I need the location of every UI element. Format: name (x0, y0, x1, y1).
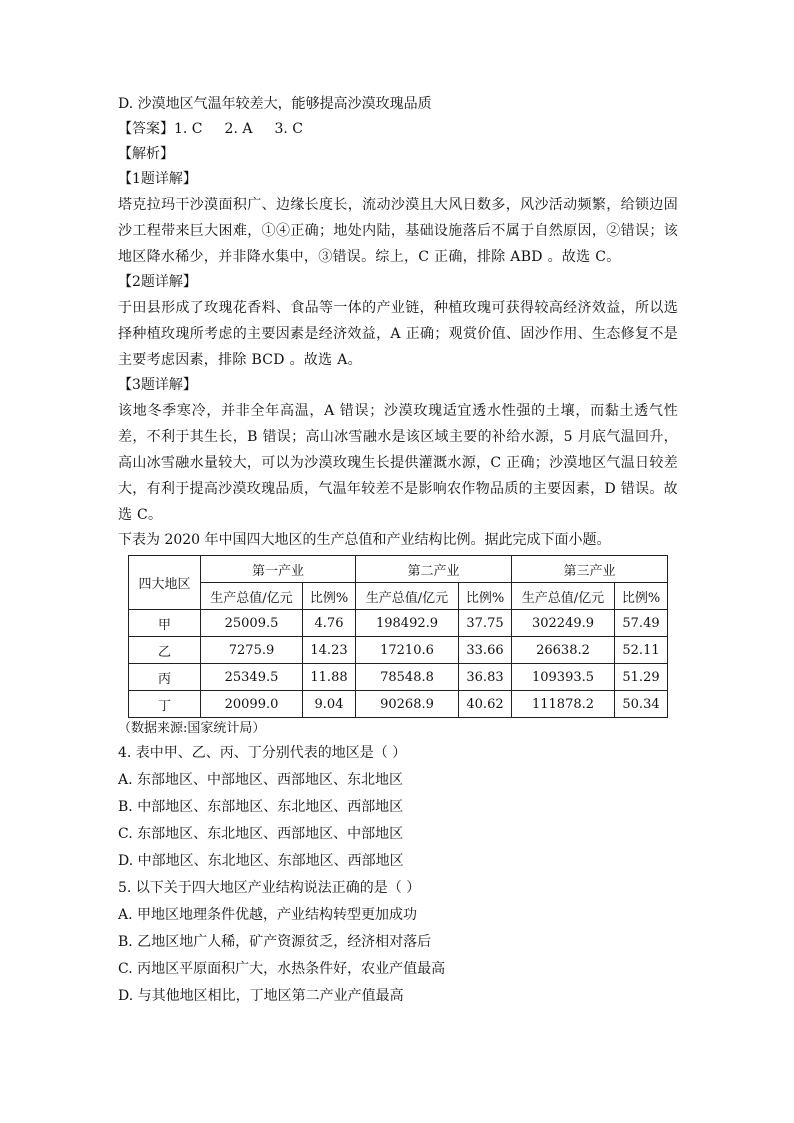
table-cell: 302249.9 (512, 610, 615, 637)
table-intro: 下表为 2020 年中国四大地区的生产总值和产业结构比例。据此完成下面小题。 (118, 532, 611, 548)
prev-option-d: D. 沙漠地区气温年较差大，能够提高沙漠玫瑰品质 (118, 96, 432, 112)
q5-stem: 5. 以下关于四大地区产业结构说法正确的是（ ） (118, 880, 421, 896)
table-row (129, 691, 668, 718)
table-cell: 33.66 (459, 637, 512, 664)
table-header-row (129, 556, 668, 583)
table-corner-cell: 四大地区 (129, 556, 201, 610)
q5-option-c: C. 丙地区平原面积广大，水热条件好，农业产值最高 (118, 961, 446, 977)
q3-header: 【3题详解】 (118, 377, 197, 393)
q5-option-d: D. 与其他地区相比，丁地区第二产业产值最高 (118, 988, 404, 1004)
table-cell: 90268.9 (356, 691, 459, 718)
q4-option-d: D. 中部地区、东北地区、东部地区、西部地区 (118, 853, 404, 869)
table-row (129, 637, 668, 664)
subheader-gdp: 生产总值/亿元 (512, 583, 615, 610)
header-primary: 第一产业 (201, 556, 356, 583)
table-cell: 36.83 (459, 664, 512, 691)
header-secondary: 第二产业 (356, 556, 512, 583)
table-source: （数据来源:国家统计局） (118, 721, 266, 736)
analysis-label: 【解析】 (118, 146, 174, 162)
table-cell: 25009.5 (201, 610, 303, 637)
region-cell: 丁 (129, 691, 201, 718)
q1-explanation: 塔克拉玛干沙漠面积广、边缘长度长，流动沙漠且大风日数多，风沙活动频繁，给锁边固沙工程带来巨大困难，①④正确；地处内陆，基础设施落后不属于自然原因，②错误；该地区降水稀少，并非降水集中，③错误。综上，C 正确，排除 ABD 。故选 C。 (118, 197, 678, 265)
subheader-gdp: 生产总值/亿元 (201, 583, 303, 610)
table-cell: 17210.6 (356, 637, 459, 664)
answer-label: 【答案】 (118, 121, 174, 137)
q2-header: 【2题详解】 (118, 274, 197, 290)
table-cell: 4.76 (303, 610, 356, 637)
table-cell: 51.29 (615, 664, 668, 691)
table-cell: 198492.9 (356, 610, 459, 637)
q4-option-a: A. 东部地区、中部地区、西部地区、东北地区 (118, 772, 404, 788)
subheader-ratio: 比例% (459, 583, 512, 610)
table-cell: 20099.0 (201, 691, 303, 718)
table-cell: 7275.9 (201, 637, 303, 664)
region-cell: 乙 (129, 637, 201, 664)
table-cell: 109393.5 (512, 664, 615, 691)
table-cell: 26638.2 (512, 637, 615, 664)
answer-line (118, 117, 678, 142)
table-cell: 78548.8 (356, 664, 459, 691)
answer-3: 3. C (274, 121, 303, 137)
subheader-ratio: 比例% (303, 583, 356, 610)
table-cell: 11.88 (303, 664, 356, 691)
q5-option-b: B. 乙地区地广人稀，矿产资源贫乏，经济相对落后 (118, 934, 432, 950)
table-cell: 52.11 (615, 637, 668, 664)
table-cell: 37.75 (459, 610, 512, 637)
table-row (129, 664, 668, 691)
table-cell: 40.62 (459, 691, 512, 718)
q4-option-b: B. 中部地区、东部地区、东北地区、西部地区 (118, 799, 404, 815)
gdp-table (128, 555, 668, 718)
table-subheader-row (129, 583, 668, 610)
region-cell: 甲 (129, 610, 201, 637)
q3-explanation: 该地冬季寒冷，并非全年高温，A 错误；沙漠玫瑰适宜透水性强的土壤，而黏土透气性差，不利于其生长，B 错误；高山冰雪融水是该区域主要的补给水源，5 月底气温回升，高山冰雪融水量较大，可以为沙漠玫瑰生长提供灌溉水源，C 正确；沙漠地区气温日较差大，有利于提高沙漠玫瑰品质，气温年较差不是影响农作物品质的主要因素，D 错误。故选 C。 (118, 403, 678, 523)
table-cell: 14.23 (303, 637, 356, 664)
header-tertiary: 第三产业 (512, 556, 668, 583)
subheader-ratio: 比例% (615, 583, 668, 610)
answer-1: 1. C (174, 121, 203, 137)
table-cell: 57.49 (615, 610, 668, 637)
table-cell: 50.34 (615, 691, 668, 718)
answer-2: 2. A (224, 121, 253, 137)
q4-stem: 4. 表中甲、乙、丙、丁分别代表的地区是（ ） (118, 745, 407, 761)
document-page (118, 92, 678, 1010)
table-cell: 9.04 (303, 691, 356, 718)
q4-option-c: C. 东部地区、东北地区、西部地区、中部地区 (118, 826, 404, 842)
q5-option-a: A. 甲地区地理条件优越，产业结构转型更加成功 (118, 907, 418, 923)
region-cell: 丙 (129, 664, 201, 691)
table-row (129, 610, 668, 637)
q1-header: 【1题详解】 (118, 171, 197, 187)
table-cell: 25349.5 (201, 664, 303, 691)
subheader-gdp: 生产总值/亿元 (356, 583, 459, 610)
q2-explanation: 于田县形成了玫瑰花香料、食品等一体的产业链，种植玫瑰可获得较高经济效益，所以选择种植玫瑰所考虑的主要因素是经济效益，A 正确；观赏价值、固沙作用、生态修复不是主要考虑因素，排除 BCD 。故选 A。 (118, 300, 678, 368)
table-cell: 111878.2 (512, 691, 615, 718)
